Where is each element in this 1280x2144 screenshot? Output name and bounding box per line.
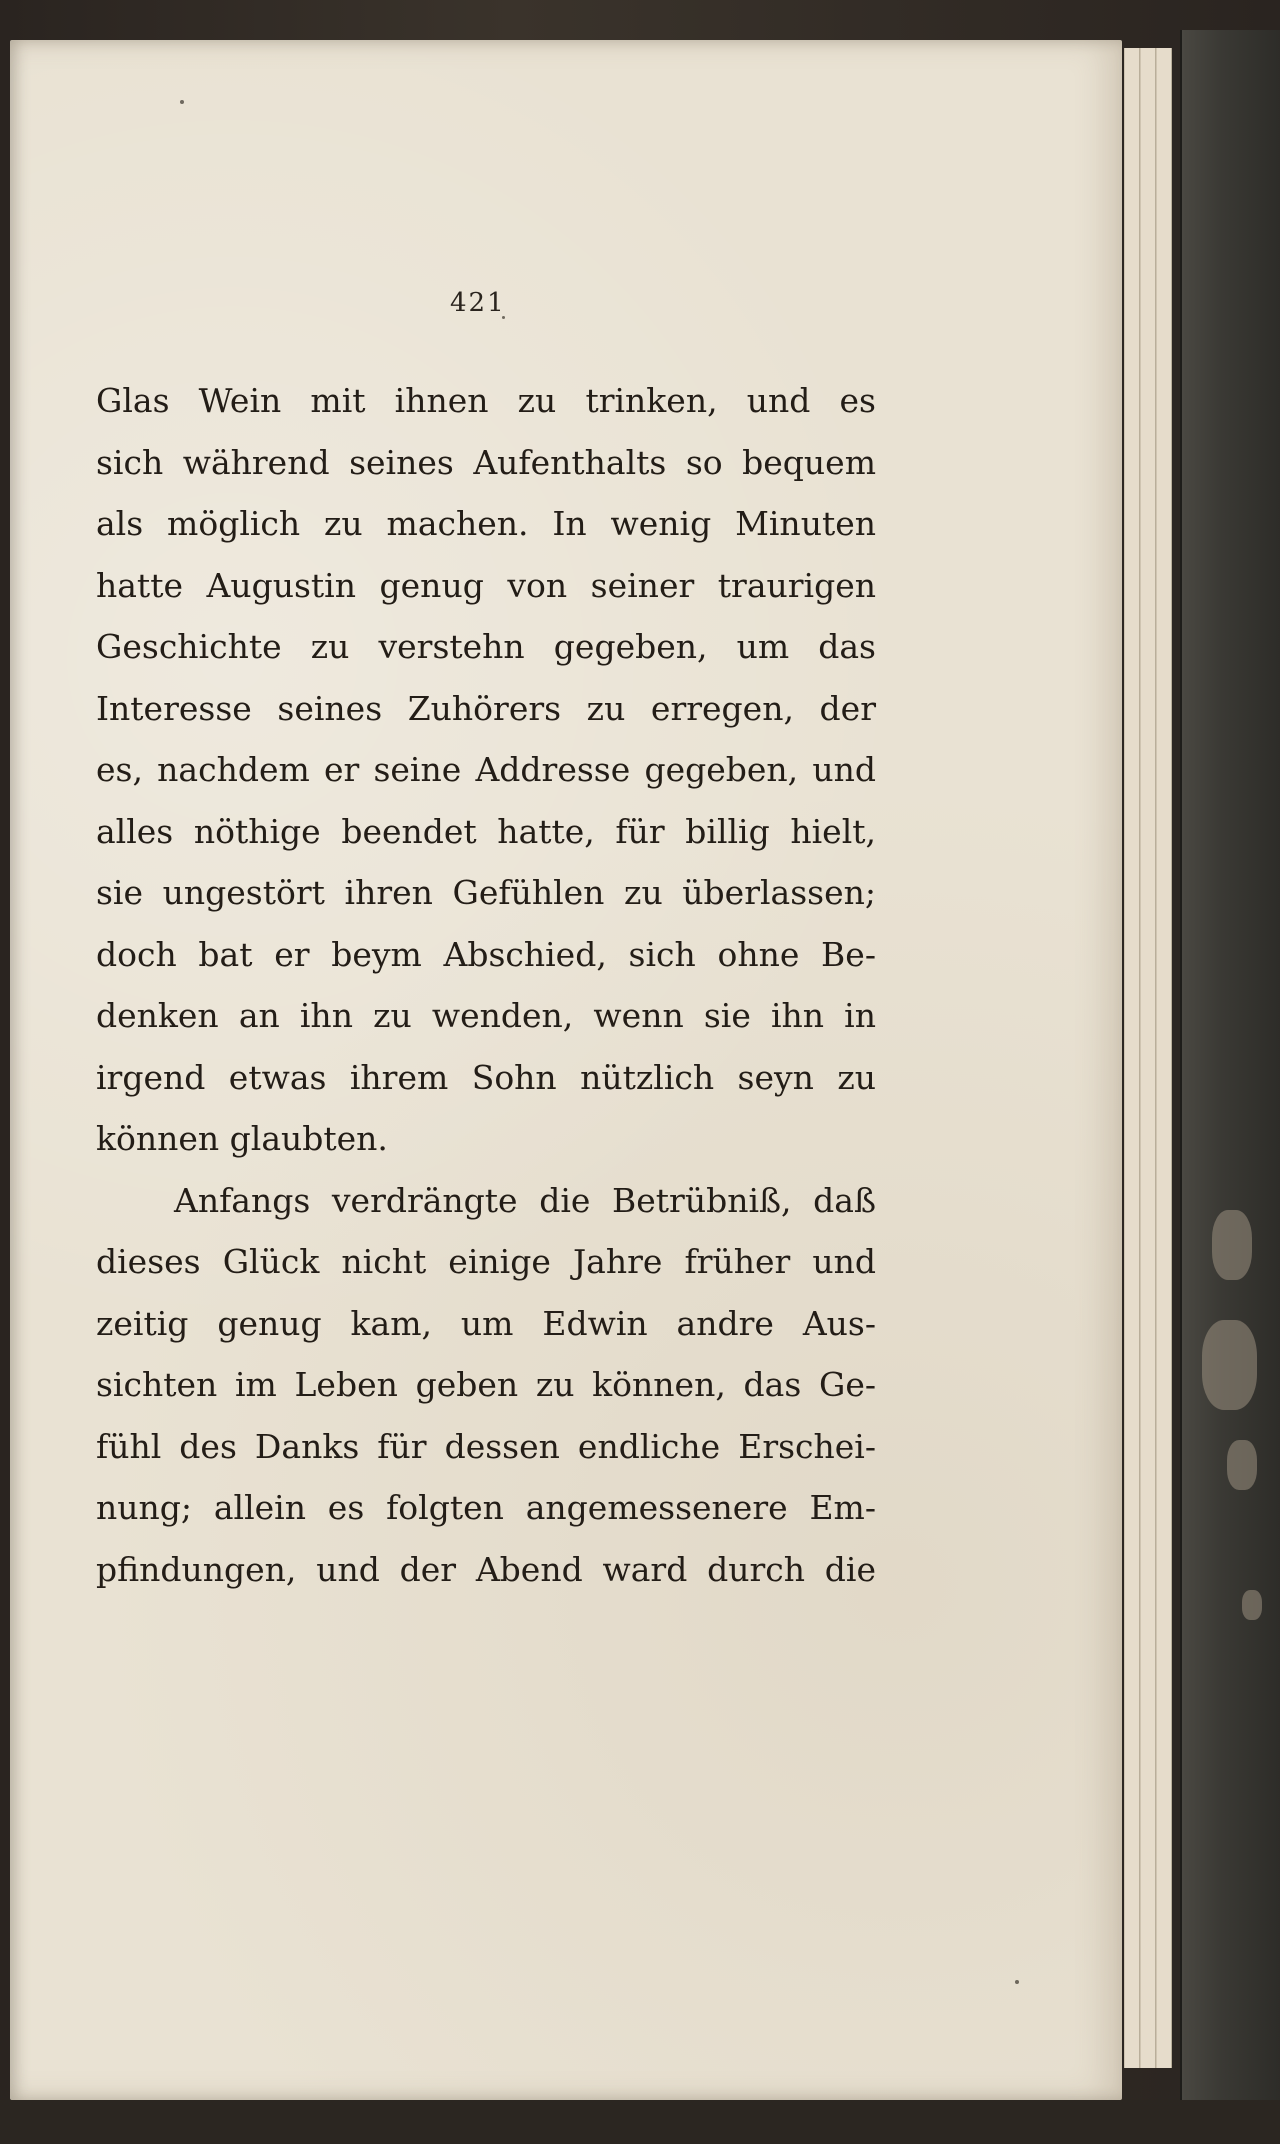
text-line: es, nachdem er seine Addresse gegeben, und <box>96 750 876 789</box>
page-number: 421 <box>450 288 506 318</box>
paper-speck <box>180 100 184 104</box>
text-line: Anfangs verdrängte die Betrübniß, daß <box>174 1180 876 1220</box>
text-line: pfindungen, und der Abend ward durch die <box>96 1549 876 1589</box>
text-line: zeitig genug kam, um Edwin andre Aus- <box>96 1303 876 1343</box>
text-line: nung; allein es folgten angemessenere Em- <box>96 1488 876 1527</box>
text-line: doch bat er beym Abschied, sich ohne Be- <box>96 934 876 974</box>
page-edge <box>1124 48 1140 2068</box>
text-line: denken an ihn zu wenden, wenn sie ihn in <box>96 996 876 1035</box>
text-line: alles nöthige beendet hatte, für billig hielt, <box>96 811 876 851</box>
text-line: sich während seines Aufenthalts so bequem <box>96 442 876 482</box>
page-edge <box>1140 48 1156 2068</box>
text-line: dieses Glück nicht einige Jahre früher und <box>96 1242 876 1281</box>
book-cover-edge <box>1180 30 1280 2115</box>
text-line: können glaubten. <box>96 1119 388 1158</box>
book-cover-bottom <box>0 2100 1280 2144</box>
text-line: als möglich zu machen. In wenig Minuten <box>96 504 876 543</box>
text-line: Glas Wein mit ihnen zu trinken, und es <box>96 381 876 420</box>
text-line: sichten im Leben geben zu können, das Ge- <box>96 1365 876 1404</box>
body-text <box>96 370 876 1600</box>
text-line: sie ungestört ihren Gefühlen zu überlassen; <box>96 873 876 912</box>
text-line: Interesse seines Zuhörers zu erregen, der <box>96 688 876 728</box>
text-line: Geschichte zu verstehn gegeben, um das <box>96 627 876 666</box>
text-line: fühl des Danks für dessen endliche Erschei- <box>96 1426 876 1466</box>
text-line: hatte Augustin genug von seiner traurigen <box>96 565 876 605</box>
text-line: irgend etwas ihrem Sohn nützlich seyn zu <box>96 1057 876 1097</box>
paper-speck <box>1015 1980 1019 1984</box>
book-page <box>10 40 1122 2100</box>
page-edge <box>1156 48 1172 2068</box>
